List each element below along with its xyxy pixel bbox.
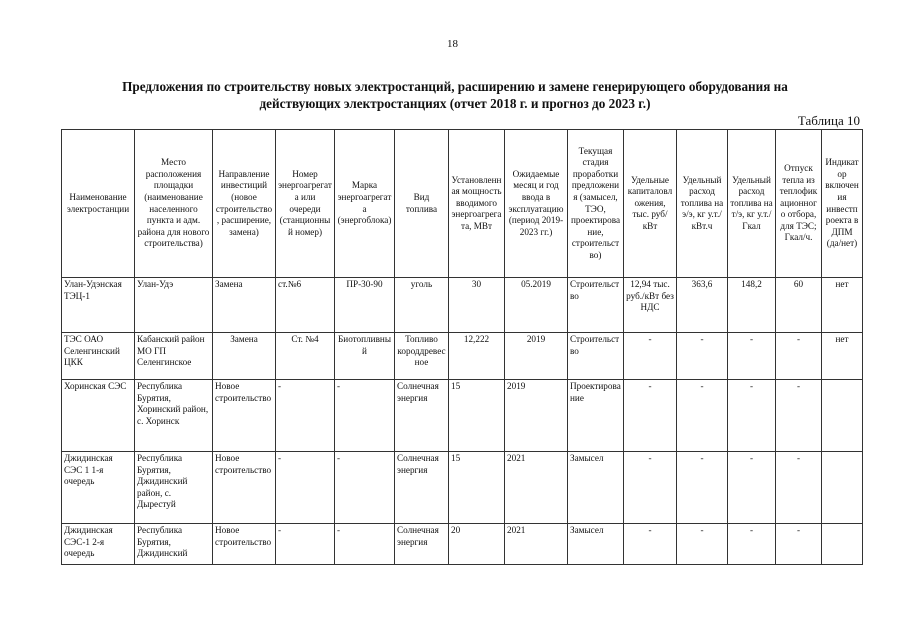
table-cell: ст.№6 — [276, 278, 335, 333]
header-cell: Вид топлива — [395, 130, 449, 278]
table-cell: - — [677, 452, 728, 524]
document-title — [60, 78, 850, 112]
title-line-2: действующих электростанциях (отчет 2018 г. и прогноз до 2023 г.) — [259, 96, 651, 111]
table-cell: Замена — [213, 278, 276, 333]
title-line-1: Предложения по строительству новых электростанций, расширению и замене генерирующего оборудования на — [122, 79, 788, 94]
power-plants-table — [61, 129, 863, 565]
table-cell: Солнечная энергия — [395, 380, 449, 452]
header-cell: Марка энергоагрегата (энергоблока) — [335, 130, 395, 278]
table-row — [62, 380, 863, 452]
table-cell: 148,2 — [728, 278, 776, 333]
header-cell: Удельные капиталовложения, тыс. руб/ кВт — [624, 130, 677, 278]
table-row — [62, 333, 863, 380]
table-cell: - — [276, 452, 335, 524]
table-cell: - — [728, 524, 776, 565]
table-cell: - — [624, 380, 677, 452]
table-cell: - — [776, 524, 822, 565]
header-cell: Установленная мощность вводимого энергоагрегата, МВт — [449, 130, 505, 278]
table-cell: - — [728, 452, 776, 524]
table-cell: 2019 — [505, 333, 568, 380]
table-cell: 2021 — [505, 524, 568, 565]
table-label: Таблица 10 — [797, 113, 860, 128]
table-cell: - — [776, 333, 822, 380]
header-cell: Наименование электростанции — [62, 130, 135, 278]
table-cell: 363,6 — [677, 278, 728, 333]
header-cell: Удельный расход топлива на т/э, кг у.т./ Гкал — [728, 130, 776, 278]
table-cell: Новое строительство — [213, 380, 276, 452]
table-cell: - — [624, 524, 677, 565]
header-cell: Отпуск тепла из теплофикационного отбора, для ТЭС; Гкал/ч. — [776, 130, 822, 278]
table-cell: Солнечная энергия — [395, 452, 449, 524]
header-cell: Текущая стадия проработки предложения (замысел, ТЭО, проектирование, строительство) — [568, 130, 624, 278]
table-row — [62, 278, 863, 333]
table-cell: - — [677, 333, 728, 380]
table-cell: - — [276, 380, 335, 452]
table-cell: Новое строительство — [213, 452, 276, 524]
table-cell — [822, 524, 863, 565]
table-cell: - — [728, 333, 776, 380]
table-row — [62, 524, 863, 565]
table-cell: - — [677, 524, 728, 565]
table-cell — [822, 452, 863, 524]
header-cell: Удельный расход топлива на э/э, кг у.т./ кВт.ч — [677, 130, 728, 278]
table-cell: 2021 — [505, 452, 568, 524]
header-cell: Индикатор включения инвестпроекта в ДПМ (да/нет) — [822, 130, 863, 278]
table-cell: нет — [822, 278, 863, 333]
table-cell: Строительство — [568, 278, 624, 333]
table-cell: Проектирование — [568, 380, 624, 452]
table-cell: Ст. №4 — [276, 333, 335, 380]
header-cell: Ожидаемые месяц и год ввода в эксплуатацию (период 2019-2023 гг.) — [505, 130, 568, 278]
table-cell: Улан-Удэ — [135, 278, 213, 333]
table-cell: - — [624, 333, 677, 380]
table-cell: - — [728, 380, 776, 452]
table-cell: - — [335, 380, 395, 452]
table-cell: Биотопливный — [335, 333, 395, 380]
table-cell: - — [276, 524, 335, 565]
table-cell: 12,222 — [449, 333, 505, 380]
table-cell — [822, 380, 863, 452]
table-cell: уголь — [395, 278, 449, 333]
table-cell: Республика Бурятия, Хоринский район, с. Хоринск — [135, 380, 213, 452]
table-cell: Новое строительство — [213, 524, 276, 565]
table-row — [62, 452, 863, 524]
table-cell: ПР-30-90 — [335, 278, 395, 333]
table-cell: Кабанский район МО ГП Селенгинское — [135, 333, 213, 380]
header-cell: Номер энергоагрегата или очереди (станционный номер) — [276, 130, 335, 278]
table-cell: Республика Бурятия, Джидинский — [135, 524, 213, 565]
table-cell: Топливо короддревесное — [395, 333, 449, 380]
table-cell: - — [776, 452, 822, 524]
header-row — [62, 130, 863, 278]
table-cell: - — [335, 524, 395, 565]
table-cell: 12,94 тыс. руб./кВт без НДС — [624, 278, 677, 333]
table-cell: Хоринская СЭС — [62, 380, 135, 452]
table-cell: Джидинская СЭС-1 2-я очередь — [62, 524, 135, 565]
table-cell: Строительство — [568, 333, 624, 380]
table-cell: 05.2019 — [505, 278, 568, 333]
header-cell: Место расположения площадки (наименование населенного пункта и адм. района для нового строительства) — [135, 130, 213, 278]
table-cell: 20 — [449, 524, 505, 565]
table-cell: - — [624, 452, 677, 524]
header-cell: Направление инвестиций (новое строительство, расширение, замена) — [213, 130, 276, 278]
table-cell: нет — [822, 333, 863, 380]
table-cell: Улан-Удэнская ТЭЦ-1 — [62, 278, 135, 333]
table-cell: - — [677, 380, 728, 452]
table-cell: 60 — [776, 278, 822, 333]
table-cell: 15 — [449, 452, 505, 524]
table-cell: Солнечная энергия — [395, 524, 449, 565]
table-cell: ТЭС ОАО Селенгинский ЦКК — [62, 333, 135, 380]
table-cell: 15 — [449, 380, 505, 452]
table-cell: Замысел — [568, 524, 624, 565]
table-cell: Республика Бурятия, Джидинский район, с. Дырестуй — [135, 452, 213, 524]
table-cell: Замена — [213, 333, 276, 380]
table-cell: 2019 — [505, 380, 568, 452]
table-cell: - — [776, 380, 822, 452]
table-cell: - — [335, 452, 395, 524]
table-cell: 30 — [449, 278, 505, 333]
page-number: 18 — [447, 38, 458, 50]
table-cell: Замысел — [568, 452, 624, 524]
table-cell: Джидинская СЭС 1 1-я очередь — [62, 452, 135, 524]
